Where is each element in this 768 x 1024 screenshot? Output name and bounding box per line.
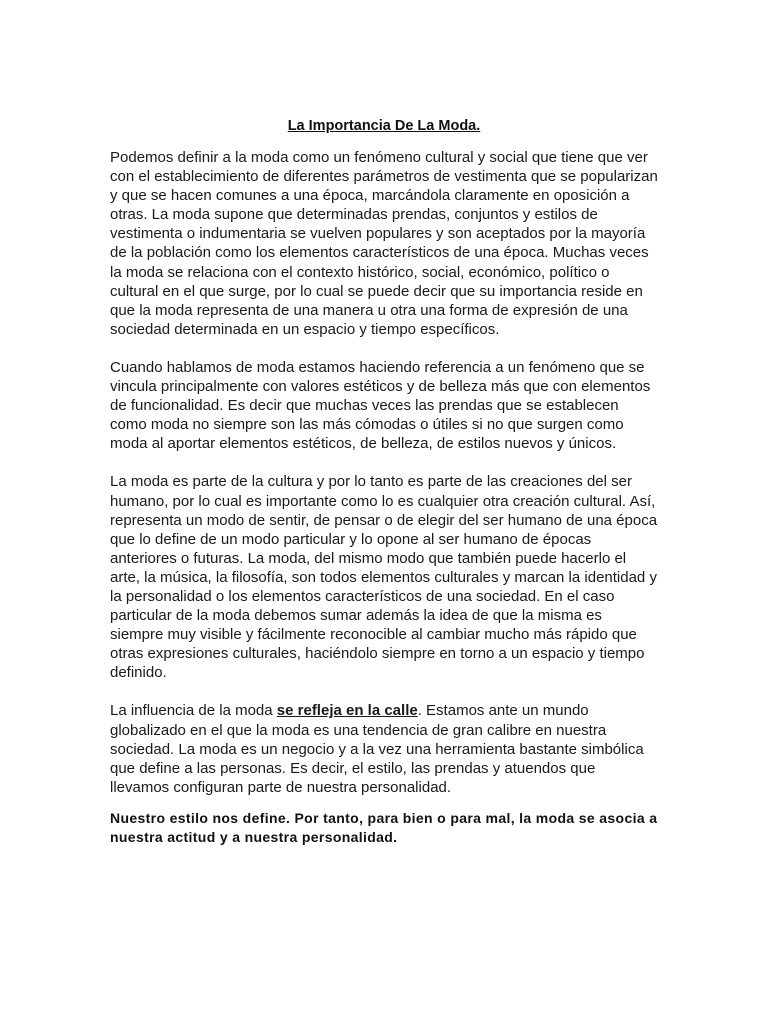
paragraph-definition: Podemos definir a la moda como un fenómeno cultural y social que tiene que ver con el establecimiento de diferentes parámetros de vestimenta que se popularizan y que se hacen comunes a una época, marcándola claramente en oposición a otras. La moda supone que determinadas prendas, conjuntos y estilos de vestimenta o indumentaria se vuelven populares y son aceptados por la mayoría de la población como los elementos característicos de una época. Muchas veces la moda se relaciona con el contexto histórico, social, económico, político o cultural en el que surge, por lo cual se puede decir que su importancia reside en que la moda representa de una manera u otra una forma de expresión de una sociedad determinada en un espacio y tiempo específicos. xyxy=(110,149,658,338)
paragraph-culture: La moda es parte de la cultura y por lo tanto es parte de las creaciones del ser humano, por lo cual es importante como lo es cualquier otra creación cultural. Así, representa un modo de sentir, de pensar o de elegir del ser humano de una época que lo define de un modo particular y lo opone al ser humano de épocas anteriores o futuras. La moda, del mismo modo que también puede hacerlo el arte, la música, la filosofía, son todos elementos culturales y marcan la identidad y la personalidad o los elementos característicos de una sociedad. En el caso particular de la moda debemos sumar además la idea de que la misma es siempre muy visible y fácilmente reconocible al cambiar mucho más rápido que otras expresiones culturales, haciéndolo siempre en torno a un espacio y tiempo definido. xyxy=(110,473,658,682)
influence-emphasis: se refleja en la calle xyxy=(276,702,418,720)
document-title: La Importancia De La Moda. xyxy=(287,118,481,134)
influence-text-start: La influencia de la moda xyxy=(110,702,277,720)
closing-statement: Nuestro estilo nos define. Por tanto, para bien o para mal, la moda se asocia a nuestra actitud y a nuestra personalidad. xyxy=(110,809,658,846)
influence-text-end: . Estamos ante un mundo globalizado en el que la moda es una tendencia de gran calibre en nuestra sociedad. La moda es un negocio y a la vez una herramienta bastante simbólica que define a las personas. Es decir, el estilo, las prendas y atuendos que llevamos configuran parte de nuestra personalidad. xyxy=(110,702,644,796)
paragraph-influence xyxy=(110,701,658,796)
paragraph-aesthetics: Cuando hablamos de moda estamos haciendo referencia a un fenómeno que se vincula principalmente con valores estéticos y de belleza más que con elementos de funcionalidad. Es decir que muchas veces las prendas que se establecen como moda no siempre son las más cómodas o útiles si no que surgen como moda al aportar elementos estéticos, de belleza, de estilos nuevos y únicos. xyxy=(110,358,651,453)
